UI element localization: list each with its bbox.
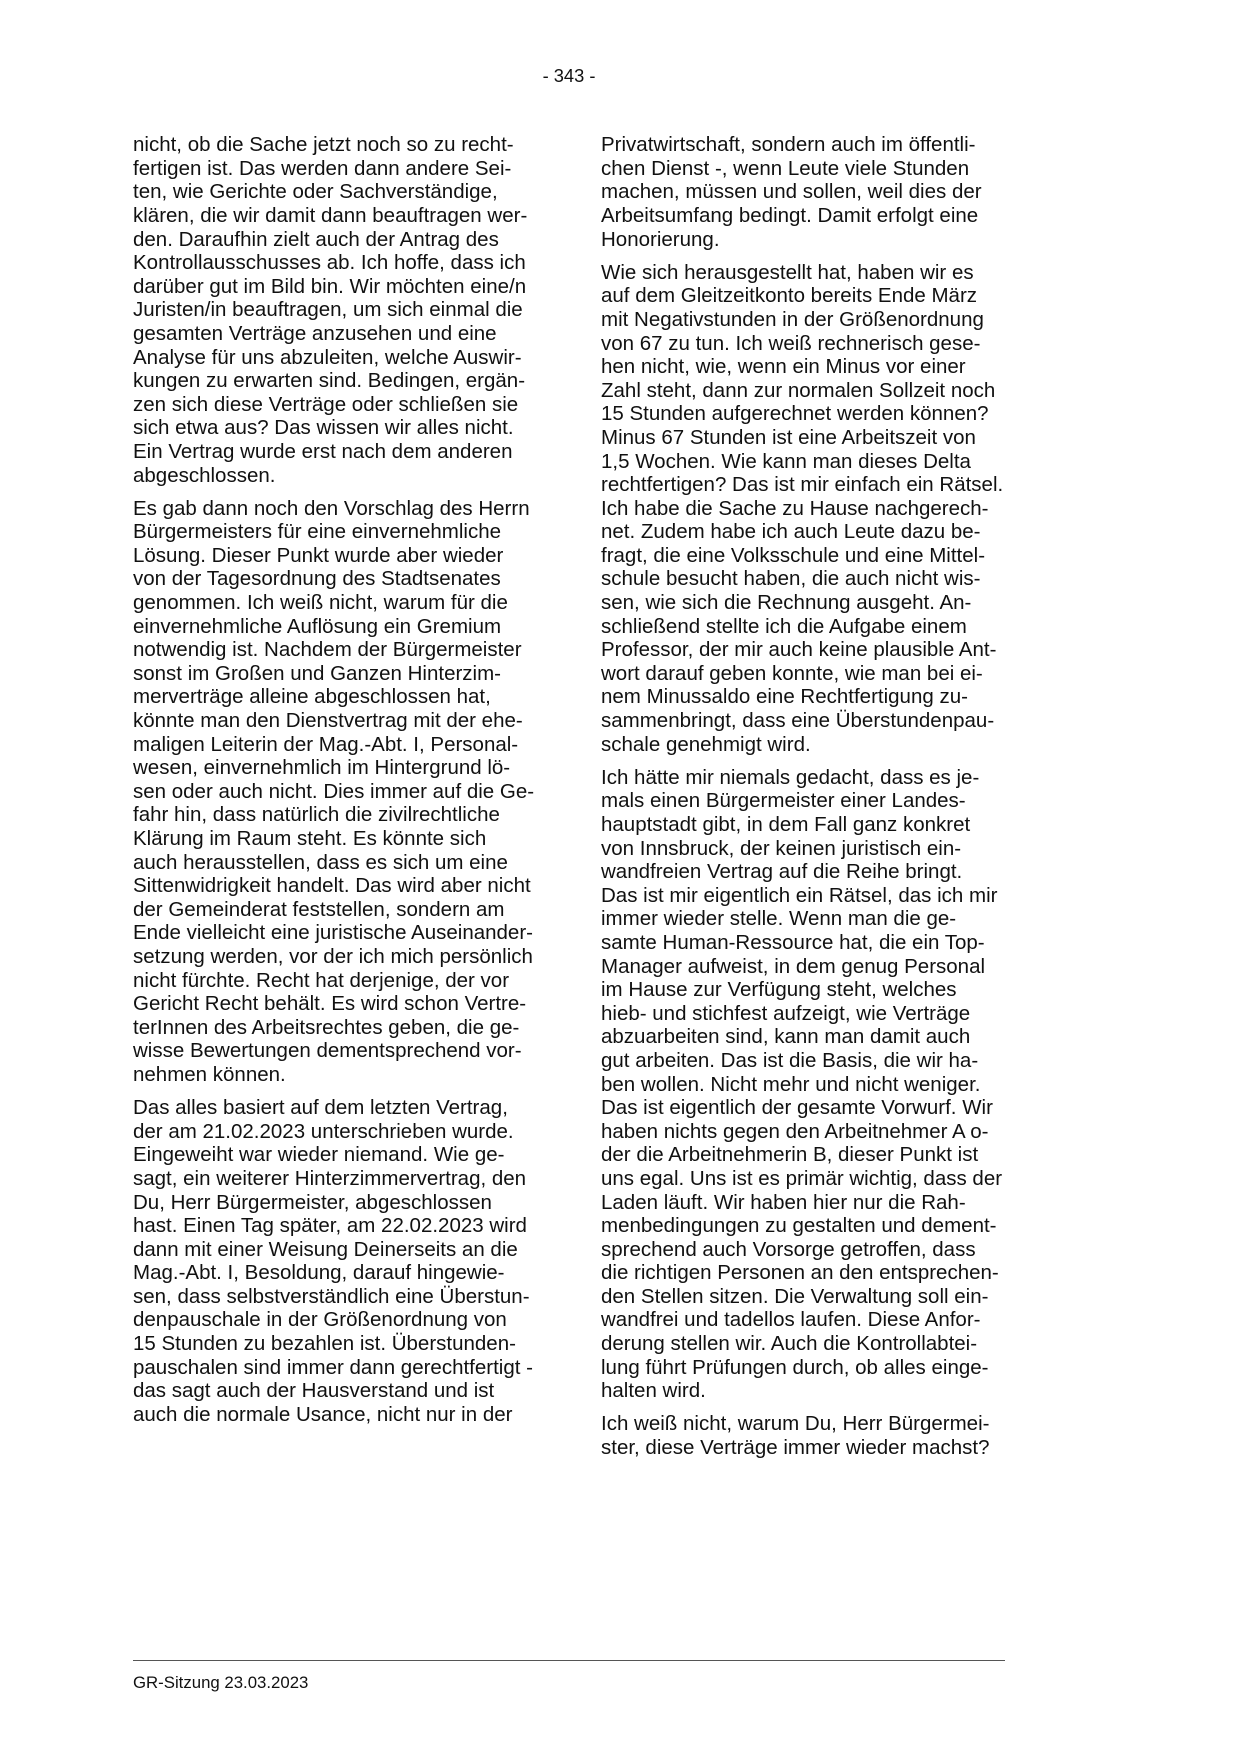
text-line: Minus 67 Stunden ist eine Arbeitszeit von <box>601 425 976 449</box>
text-line: nem Minussaldo eine Rechtfertigung zu- <box>601 685 968 709</box>
text-line: sonst im Großen und Ganzen Hinterzim- <box>133 661 501 685</box>
text-line: Juristen/in beauftragen, um sich einmal die <box>133 298 523 322</box>
left-column <box>133 133 558 1436</box>
paragraph <box>133 133 558 487</box>
text-line: hast. Einen Tag später, am 22.02.2023 wird <box>133 1214 527 1238</box>
text-line: sprechend auch Vorsorge getroffen, dass <box>601 1237 976 1261</box>
text-line: genommen. Ich weiß nicht, warum für die <box>133 591 508 615</box>
text-line: denpauschale in der Größenordnung von <box>133 1308 507 1332</box>
text-line: auch herausstellen, dass es sich um eine <box>133 850 508 874</box>
text-line: klären, die wir damit dann beauftragen wer- <box>133 203 528 227</box>
text-line: Eingeweiht war wieder niemand. Wie ge- <box>133 1143 505 1167</box>
text-line: fragt, die eine Volksschule und eine Mittel- <box>601 543 986 567</box>
text-line: sammenbringt, dass eine Überstundenpau- <box>601 709 995 733</box>
text-line: schule besucht haben, die auch nicht wis- <box>601 567 981 591</box>
paragraph <box>601 261 1026 756</box>
text-line: halten wird. <box>601 1379 706 1403</box>
text-line: rechtfertigen? Das ist mir einfach ein Rätsel. <box>601 473 1004 497</box>
paragraph <box>133 497 558 1087</box>
text-line: sen, dass selbstverständlich eine Überstun- <box>133 1284 530 1308</box>
text-line: Sittenwidrigkeit handelt. Das wird aber nicht <box>133 874 531 898</box>
text-line: Mag.-Abt. I, Besoldung, darauf hingewie- <box>133 1261 505 1285</box>
text-line: auch die normale Usance, nicht nur in der <box>133 1402 513 1426</box>
text-line: ster, diese Verträge immer wieder machst? <box>601 1436 990 1460</box>
text-line: auf dem Gleitzeitkonto bereits Ende März <box>601 284 978 308</box>
text-line: immer wieder stelle. Wenn man die ge- <box>601 907 957 931</box>
text-line: von 67 zu tun. Ich weiß rechnerisch gese- <box>601 331 981 355</box>
paragraph <box>601 766 1026 1403</box>
text-line: Arbeitsumfang bedingt. Damit erfolgt eine <box>601 203 979 227</box>
text-line: kungen zu erwarten sind. Bedingen, ergän- <box>133 369 526 393</box>
text-line: chen Dienst -, wenn Leute viele Stunden <box>601 156 970 180</box>
text-line: schale genehmigt wird. <box>601 732 811 756</box>
footer-label: GR-Sitzung 23.03.2023 <box>133 1673 309 1692</box>
right-column <box>601 133 1026 1469</box>
text-line: sagt, ein weiterer Hinterzimmervertrag, den <box>133 1166 527 1190</box>
footer-rule <box>133 1660 1005 1661</box>
text-line: Lösung. Dieser Punkt wurde aber wieder <box>133 543 504 567</box>
text-line: Das ist eigentlich der gesamte Vorwurf. Wir <box>601 1096 993 1120</box>
text-line: Professor, der mir auch keine plausible Ant- <box>601 638 997 662</box>
text-line: darüber gut im Bild bin. Wir möchten eine/n <box>133 274 527 298</box>
text-line: von der Tagesordnung des Stadtsenates <box>133 567 501 591</box>
text-line: Kontrollausschusses ab. Ich hoffe, dass ich <box>133 251 526 275</box>
text-line: mals einen Bürgermeister einer Landes- <box>601 789 966 813</box>
text-line: könnte man den Dienstvertrag mit der ehe- <box>133 709 523 733</box>
text-line: schließend stellte ich die Aufgabe einem <box>601 614 967 638</box>
text-line: wandfrei und tadellos laufen. Diese Anfor- <box>601 1308 981 1332</box>
text-line: ten, wie Gerichte oder Sachverständige, <box>133 180 498 204</box>
text-line: uns egal. Uns ist es primär wichtig, dass der <box>601 1166 1003 1190</box>
paragraph <box>601 1412 1026 1459</box>
text-line: Das alles basiert auf dem letzten Vertrag, <box>133 1096 508 1120</box>
text-line: 15 Stunden aufgerechnet werden können? <box>601 402 989 426</box>
text-line: Laden läuft. Wir haben hier nur die Rah- <box>601 1190 966 1214</box>
text-line: sich etwa aus? Das wissen wir alles nicht. <box>133 416 514 440</box>
text-line: merverträge alleine abgeschlossen hat, <box>133 685 491 709</box>
text-line: Es gab dann noch den Vorschlag des Herrn <box>133 496 530 520</box>
text-line: von Innsbruck, der keinen juristisch ein- <box>601 836 962 860</box>
text-line: Ein Vertrag wurde erst nach dem anderen <box>133 439 513 463</box>
text-line: samte Human-Ressource hat, die ein Top- <box>601 930 985 954</box>
text-line: setzung werden, vor der ich mich persönlich <box>133 944 533 968</box>
text-line: Privatwirtschaft, sondern auch im öffentli- <box>601 133 976 157</box>
text-line: abzuarbeiten sind, kann man damit auch <box>601 1025 971 1049</box>
text-line: dann mit einer Weisung Deinerseits an die <box>133 1237 518 1261</box>
text-line: lung führt Prüfungen durch, ob alles einge- <box>601 1355 989 1379</box>
text-line: net. Zudem habe ich auch Leute dazu be- <box>601 520 981 544</box>
text-line: Klärung im Raum steht. Es könnte sich <box>133 827 487 850</box>
text-line: den Stellen sitzen. Die Verwaltung soll ein- <box>601 1284 989 1308</box>
text-line: nicht, ob die Sache jetzt noch so zu recht- <box>133 133 514 157</box>
text-line: hauptstadt gibt, in dem Fall ganz konkret <box>601 813 971 836</box>
text-line: Gericht Recht behält. Es wird schon Vertre- <box>133 992 527 1016</box>
text-line: hieb- und stichfest aufzeigt, wie Verträge <box>601 1001 971 1025</box>
text-line: Du, Herr Bürgermeister, abgeschlossen <box>133 1190 492 1214</box>
text-line: notwendig ist. Nachdem der Bürgermeister <box>133 638 522 662</box>
text-line: Manager aufweist, in dem genug Personal <box>601 954 986 978</box>
text-line: derung stellen wir. Auch die Kontrollabtei- <box>601 1332 978 1356</box>
text-line: mit Negativstunden in der Größenordnung <box>601 307 984 331</box>
text-line: der die Arbeitnehmerin B, dieser Punkt ist <box>601 1143 979 1167</box>
text-line: maligen Leiterin der Mag.-Abt. I, Personal- <box>133 732 519 756</box>
text-line: machen, müssen und sollen, weil dies der <box>601 180 982 204</box>
text-line: ben wollen. Nicht mehr und nicht weniger. <box>601 1072 981 1096</box>
paragraph <box>133 1096 558 1426</box>
text-line: Wie sich herausgestellt hat, haben wir es <box>601 260 974 284</box>
text-line: Honorierung. <box>601 227 720 251</box>
page-number: - 343 - <box>542 65 596 86</box>
text-line: einvernehmliche Auflösung ein Gremium <box>133 614 502 638</box>
text-line: sen, wie sich die Rechnung ausgeht. An- <box>601 591 972 615</box>
text-line: das sagt auch der Hausverstand und ist <box>133 1379 495 1403</box>
text-line: fertigen ist. Das werden dann andere Sei- <box>133 156 512 180</box>
text-line: pauschalen sind immer dann gerechtfertigt - <box>133 1355 533 1379</box>
text-line: den. Daraufhin zielt auch der Antrag des <box>133 227 499 251</box>
text-line: wort darauf geben konnte, wie man bei ei- <box>601 661 983 685</box>
text-line: wisse Bewertungen dementsprechend vor- <box>133 1039 522 1063</box>
text-line: der am 21.02.2023 unterschrieben wurde. <box>133 1119 514 1143</box>
paragraph <box>601 133 1026 251</box>
text-line: wandfreien Vertrag auf die Reihe bringt. <box>601 860 963 884</box>
text-line: Zahl steht, dann zur normalen Sollzeit noch <box>601 378 996 402</box>
text-line: Ich weiß nicht, warum Du, Herr Bürgermei- <box>601 1412 990 1436</box>
text-line: wesen, einvernehmlich im Hintergrund lö- <box>133 756 511 780</box>
text-line: haben nichts gegen den Arbeitnehmer A o- <box>601 1119 989 1143</box>
text-line: nicht fürchte. Recht hat derjenige, der vor <box>133 968 510 992</box>
text-line: hen nicht, wie, wenn ein Minus vor einer <box>601 355 966 379</box>
text-line: Ende vielleicht eine juristische Auseinander- <box>133 921 533 945</box>
text-line: zen sich diese Verträge oder schließen sie <box>133 392 519 416</box>
text-line: im Hause zur Verfügung steht, welches <box>601 978 957 1002</box>
text-line: abgeschlossen. <box>133 463 276 487</box>
text-line: 1,5 Wochen. Wie kann man dieses Delta <box>601 449 971 473</box>
text-line: Ich habe die Sache zu Hause nachgerech- <box>601 496 989 520</box>
text-line: Bürgermeisters für eine einvernehmliche <box>133 520 502 544</box>
text-line: 15 Stunden zu bezahlen ist. Überstunden- <box>133 1332 516 1356</box>
text-line: sen oder auch nicht. Dies immer auf die Ge- <box>133 779 535 803</box>
text-line: gesamten Verträge anzusehen und eine <box>133 321 497 345</box>
text-line: gut arbeiten. Das ist die Basis, die wir ha- <box>601 1048 979 1072</box>
text-line: nehmen können. <box>133 1062 286 1086</box>
text-line: fahr hin, dass natürlich die zivilrechtliche <box>133 803 500 827</box>
text-line: menbedingungen zu gestalten und dement- <box>601 1214 997 1238</box>
text-line: der Gemeinderat feststellen, sondern am <box>133 897 505 921</box>
text-line: terInnen des Arbeitsrechtes geben, die ge- <box>133 1015 520 1039</box>
text-line: Ich hätte mir niemals gedacht, dass es je- <box>601 765 980 789</box>
text-line: Analyse für uns abzuleiten, welche Auswir- <box>133 345 522 369</box>
text-line: die richtigen Personen an den entsprechen- <box>601 1261 999 1285</box>
text-line: Das ist mir eigentlich ein Rätsel, das ich mir <box>601 883 998 907</box>
